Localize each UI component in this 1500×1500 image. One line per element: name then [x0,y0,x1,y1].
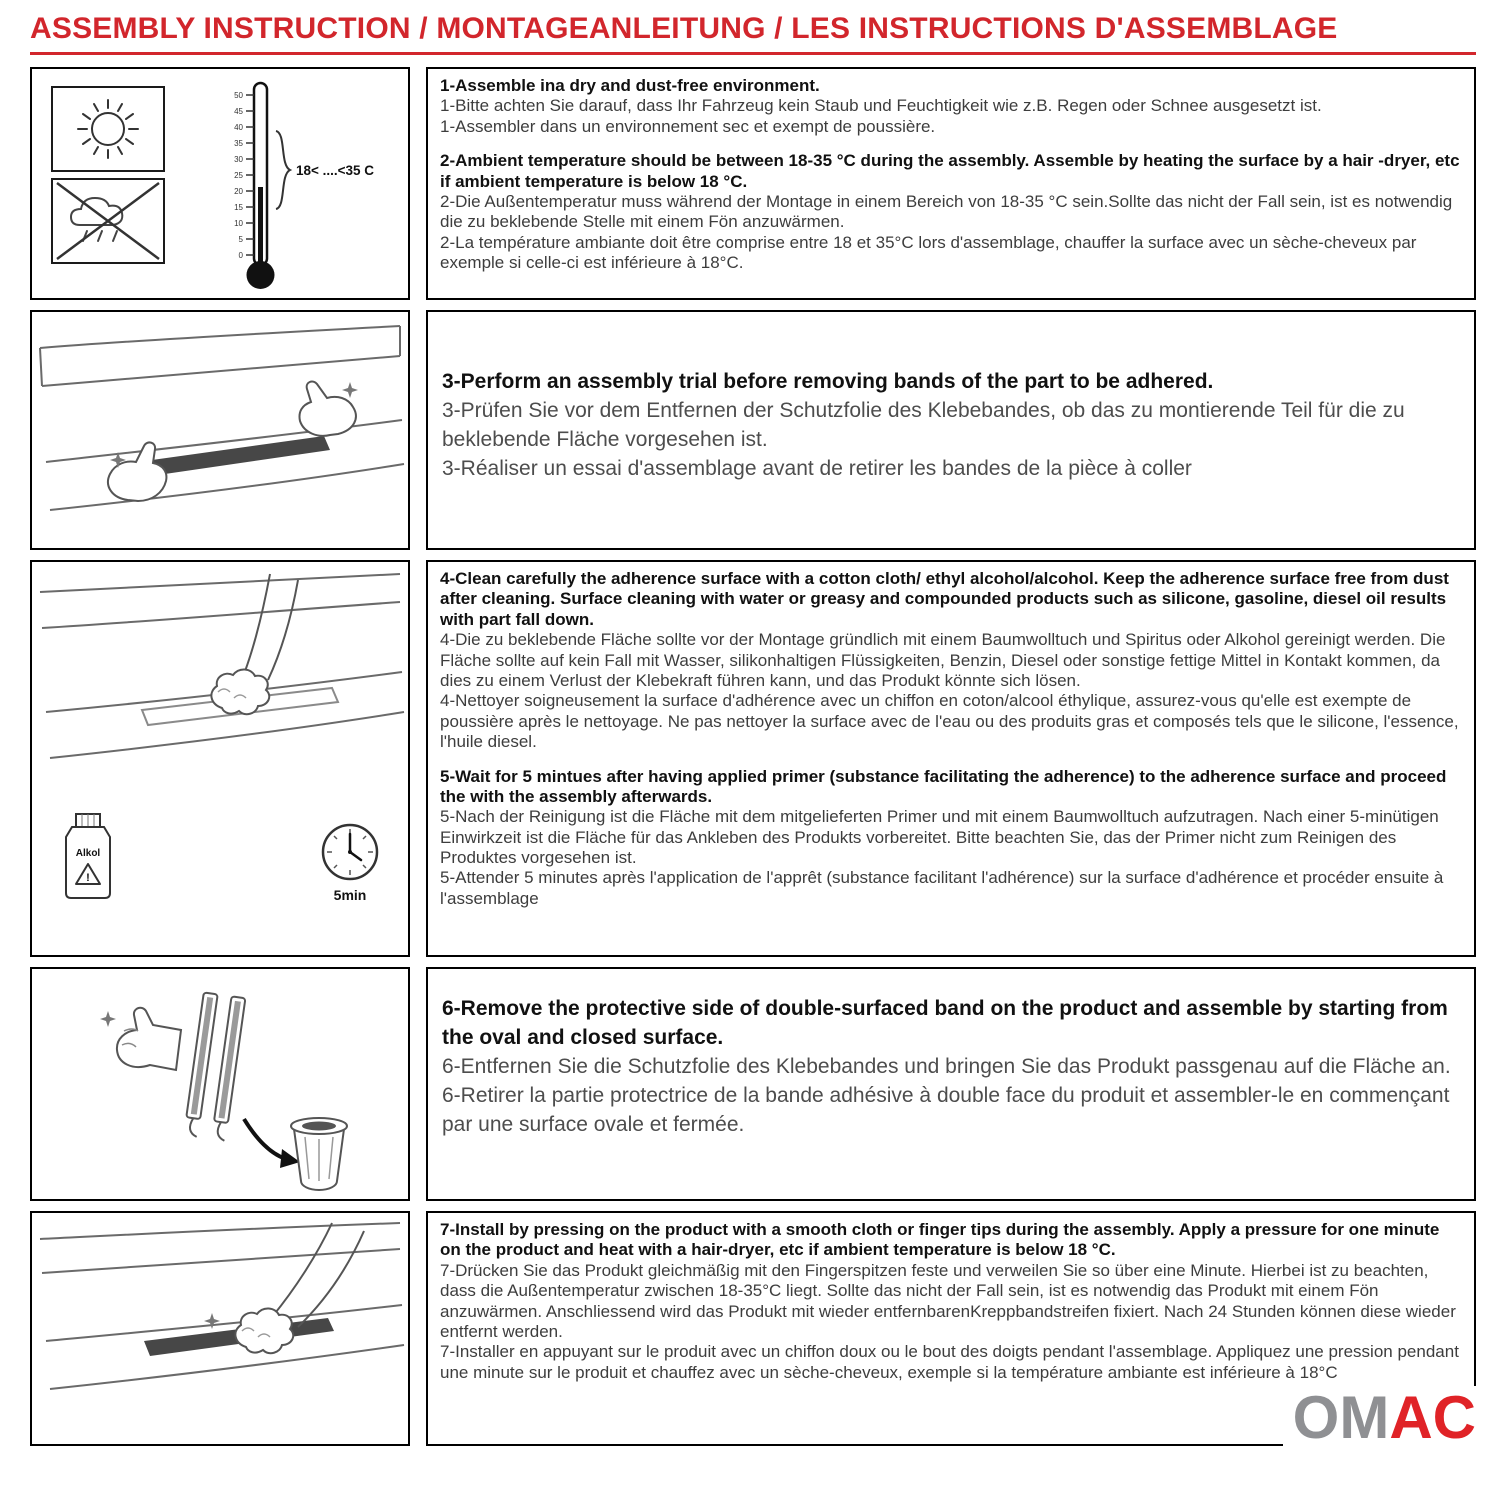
instructions-step-3 [426,310,1476,550]
omac-logo-red: AC [1389,1384,1476,1451]
cleaning-illustration [32,562,408,955]
svg-text:!: ! [86,872,90,884]
figure-environment-conditions [30,67,410,300]
trial-fitting-illustration [32,312,408,548]
alcohol-bottle-label: Alkol [75,848,101,859]
svg-text:10: 10 [234,219,243,228]
figure-cleaning-priming [30,560,410,957]
press-install-illustration [32,1213,408,1444]
instruction-row-1 [30,67,1476,300]
paragraph-spacer [440,137,1460,151]
svg-text:50: 50 [234,91,243,100]
instruction-text-block [440,76,1460,274]
instruction-paragraph: 3-Réaliser un essai d'assemblage avant de retirer les bandes de la pièce à coller [442,456,1192,480]
instruction-paragraph: 6-Remove the protective side of double-surfaced band on the product and assemble by starting from the oval and closed surface. [442,997,1448,1049]
instruction-paragraph: 4-Die zu beklebende Fläche sollte vor der Montage gründlich mit einem Baumwolltuch und Spiritus oder Alkohol gereinigt werden. Die Fläche sollte auf kein Fall mit Wasser, silikonhaltigen Flüssigkeiten, Benzin, Diesel oder sonstige fettige Mittel in Kontakt kommen, da dies zu einem Verlust der Klebekraft führen kann, und das Produkt könnte sich lösen. [440,630,1446,690]
instruction-paragraph: 1-Assemble ina dry and dust-free environment. [440,76,820,95]
instruction-paragraph: 3-Perform an assembly trial before removing bands of the part to be adhered. [442,370,1214,393]
instructions-step-4-5 [426,560,1476,957]
instruction-paragraph: 1-Bitte achten Sie darauf, dass Ihr Fahrzeug kein Staub und Feuchtigkeit wie z.B. Regen oder Schnee ausgesetzt ist. [440,96,1322,116]
svg-text:40: 40 [234,123,243,132]
clock-icon [323,825,377,903]
environment-illustration [32,69,408,298]
paragraph-spacer [440,753,1460,767]
instruction-row-5 [30,1211,1476,1446]
instruction-paragraph: 7-Drücken Sie das Produkt gleichmäßig mit den Fingerspitzen feste und verweilen Sie so über eine Minute. Hierbei ist zu beachten, dass die Außentemperatur zwischen 18-35°C liegt. Sollte das nicht der Fall sein, ist es notwendig das Produkt mit einem Fön anzuwärmen. Anschliessend wird das Produkt mit wieder entfernbarenKreppbandstreifen fixiert. Nach 24 Stunden können diese wieder entfernt werden. [440,1260,1456,1341]
instructions-step-1-2 [426,67,1476,300]
page-title: ASSEMBLY INSTRUCTION / MONTAGEANLEITUNG / LES INSTRUCTIONS D'ASSEMBLAGE [30,12,1338,45]
sun-icon [78,100,138,158]
omac-logo [1283,1386,1478,1450]
thermometer-icon [234,83,374,289]
thermometer-scale [234,91,243,260]
instruction-row-4 [30,967,1476,1201]
figure-band-removal [30,967,410,1201]
figure-press-install [30,1211,410,1446]
title-underline [30,52,1476,55]
figure-assembly-trial [30,310,410,550]
instruction-paragraph: 2-La température ambiante doit être comprise entre 18 et 35°C lors d'assemblage, chauffer la surface avec un sèche-cheveux par exemple si celle-ci est inférieure à 18°C. [440,232,1417,273]
range-brace [276,131,290,209]
instruction-paragraph: 3-Prüfen Sie vor dem Entfernen der Schutzfolie des Klebebandes, ob das zu montierende Teil für die zu beklebende Fläche vorgesehen ist. [442,398,1405,451]
instruction-text-block [440,569,1460,909]
svg-text:25: 25 [234,171,243,180]
instruction-row-2 [30,310,1476,550]
sill-trim-strip [152,436,330,475]
svg-text:35: 35 [234,139,243,148]
svg-text:0: 0 [238,251,243,260]
instruction-paragraph: 1-Assembler dans un environnement sec et exempt de poussière. [440,116,936,136]
sparkle-icon [100,1011,116,1027]
band-removal-illustration [32,969,408,1199]
pressing-cloth-icon [235,1308,293,1353]
instruction-paragraph: 5-Wait for 5 mintues after having applied primer (substance facilitating the adherence) to the adherence surface and proceed the with the assembly afterwards. [440,766,1447,806]
instruction-paragraph: 4-Clean carefully the adherence surface with a cotton cloth/ ethyl alcohol/alcohol. Keep the adherence surface free from dust after cleaning. Surface cleaning with water or greasy and compounded products such as silicone, gasoline, diesel oil results with part fall down. [440,569,1449,629]
cleaning-cloth-icon [211,669,269,714]
trash-can-icon [291,1118,347,1190]
instruction-paragraph: 6-Retirer la partie protectrice de la bande adhésive à double face du produit et assembler-le en commençant par une surface ovale et fermée. [442,1083,1450,1136]
svg-text:45: 45 [234,107,243,116]
instruction-paragraph: 5-Nach der Reinigung ist die Fläche mit dem mitgelieferten Primer und mit einem Baumwolltuch aufzutragen. Nach einer 5-minütigen Einwirkzeit ist die Fläche für das Ankleben des Produkts vorbereitet. Bitte beachten Sie, das der Primer nicht zum Reinigen des Produktes vorgesehen ist. [440,807,1439,868]
car-sill-illustration [40,574,404,758]
svg-text:15: 15 [234,203,243,212]
svg-text:5: 5 [238,235,243,244]
instruction-paragraph: 2-Die Außentemperatur muss während der Montage in einem Bereich von 18-35 °C sein.Sollte das nicht der Fall sein, ist es notwendig die zu beklebende Stelle mit einem Fön anzuwärmen. [440,191,1453,232]
temperature-range-label: 18< ....<35 C [296,163,375,178]
instruction-paragraph: 7-Install by pressing on the product with a smooth cloth or finger tips during the assembly. Apply a pressure for one minute on the product and heat with a hair-dryer, etc if ambient temperature is below 18 °C. [440,1220,1440,1260]
instruction-paragraph: 5-Attender 5 minutes après l'application de l'apprêt (substance facilitant l'adhérence) sur la surface d'adhérence et procéder ensuite à l'assemblage [440,868,1444,908]
alcohol-bottle-icon [66,814,110,898]
car-sill-illustration [40,1223,404,1389]
instruction-row-3 [30,560,1476,957]
svg-text:30: 30 [234,155,243,164]
instructions-step-6 [426,967,1476,1201]
instruction-text-block [442,995,1460,1140]
arm-illustration [244,574,298,680]
instruction-paragraph: 4-Nettoyer soigneusement la surface d'adhérence avec un chiffon en coton/alcool éthylique, assurez-vous qu'elle est exempte de poussière après le nettoyage. Ne pas nettoyer la surface avec de l'eau ou des produits gras et composés tels que le silicone, l'essence, l'huile diesel. [440,691,1459,752]
instruction-paragraph: 7-Installer en appuyant sur le produit avec un chiffon doux ou le bout des doigts pendant l'assemblage. Appliquez une pression pendant une minute sur le produit et chauffez avec un sèche-cheveux, exemple si la température ambiante est inférieure à 18°C [440,1342,1459,1382]
instruction-paragraph: 2-Ambient temperature should be between 18-35 °C during the assembly. Assemble by heating the surface by a hair -dryer, etc if ambient temperature is below 18 °C. [440,151,1460,191]
omac-logo-gray: OM [1292,1384,1390,1451]
svg-text:20: 20 [234,187,243,196]
instruction-text-block [440,1220,1460,1383]
instruction-paragraph: 6-Entfernen Sie die Schutzfolie des Klebebandes und bringen Sie das Produkt passgenau auf die Fläche an. [442,1054,1451,1078]
instruction-text-block [442,368,1460,484]
hand-illustration [117,1008,181,1070]
protective-bands [184,992,246,1140]
clock-duration-label: 5min [333,887,367,903]
no-rain-icon [57,183,159,259]
